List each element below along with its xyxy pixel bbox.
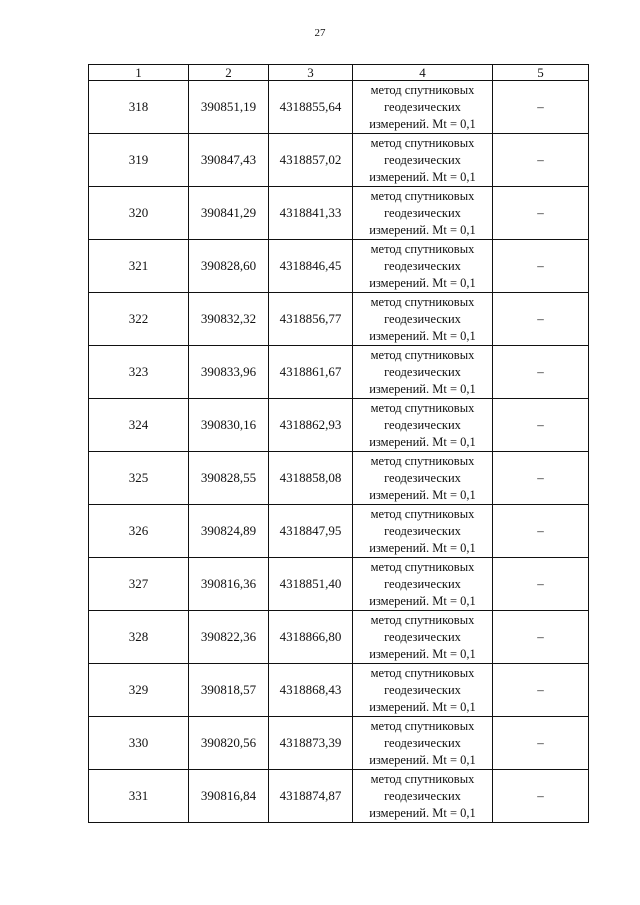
method-cell <box>353 293 493 346</box>
method-cell <box>353 134 493 187</box>
method-cell <box>353 717 493 770</box>
method-cell <box>353 664 493 717</box>
point-number-cell: 325 <box>89 452 189 505</box>
method-text-line: метод спутниковых <box>370 718 475 733</box>
method-cell <box>353 770 493 823</box>
x-coordinate-cell: 390828,55 <box>189 452 269 505</box>
method-cell <box>353 240 493 293</box>
point-number-cell: 331 <box>89 770 189 823</box>
method-text-line: измерений. Mt = 0,1 <box>369 805 476 820</box>
table-row <box>89 452 589 505</box>
method-text-line: геодезических <box>384 470 461 485</box>
x-coordinate-cell: 390820,56 <box>189 717 269 770</box>
x-coordinate-cell: 390822,36 <box>189 611 269 664</box>
note-cell: – <box>493 558 589 611</box>
method-cell <box>353 399 493 452</box>
x-coordinate-cell: 390841,29 <box>189 187 269 240</box>
method-text-line: метод спутниковых <box>370 188 475 203</box>
method-text-line: метод спутниковых <box>370 135 475 150</box>
method-text-line: геодезических <box>384 258 461 273</box>
x-coordinate-cell: 390847,43 <box>189 134 269 187</box>
x-coordinate-cell: 390833,96 <box>189 346 269 399</box>
y-coordinate-cell: 4318855,64 <box>269 81 353 134</box>
method-text-line: геодезических <box>384 99 461 114</box>
method-text-line: метод спутниковых <box>370 506 475 521</box>
method-text-line: измерений. Mt = 0,1 <box>369 116 476 131</box>
x-coordinate-cell: 390828,60 <box>189 240 269 293</box>
x-coordinate-cell: 390816,84 <box>189 770 269 823</box>
y-coordinate-cell: 4318847,95 <box>269 505 353 558</box>
x-coordinate-cell: 390824,89 <box>189 505 269 558</box>
note-cell: – <box>493 611 589 664</box>
method-text-line: измерений. Mt = 0,1 <box>369 169 476 184</box>
table-row <box>89 770 589 823</box>
column-header-4: 4 <box>353 65 493 81</box>
method-text-line: измерений. Mt = 0,1 <box>369 593 476 608</box>
table-row <box>89 399 589 452</box>
y-coordinate-cell: 4318858,08 <box>269 452 353 505</box>
method-cell <box>353 452 493 505</box>
method-text-line: геодезических <box>384 364 461 379</box>
column-header-3: 3 <box>269 65 353 81</box>
table-row <box>89 346 589 399</box>
method-cell <box>353 81 493 134</box>
method-text-line: геодезических <box>384 311 461 326</box>
y-coordinate-cell: 4318873,39 <box>269 717 353 770</box>
point-number-cell: 322 <box>89 293 189 346</box>
method-text-line: метод спутниковых <box>370 294 475 309</box>
table-row <box>89 505 589 558</box>
y-coordinate-cell: 4318868,43 <box>269 664 353 717</box>
method-text-line: измерений. Mt = 0,1 <box>369 328 476 343</box>
page-number: 27 <box>314 27 326 39</box>
table-body <box>89 81 589 823</box>
table-header-row <box>89 65 589 81</box>
column-header-1: 1 <box>89 65 189 81</box>
method-text-line: измерений. Mt = 0,1 <box>369 752 476 767</box>
method-text-line: геодезических <box>384 205 461 220</box>
method-text-line: метод спутниковых <box>370 665 475 680</box>
note-cell: – <box>493 346 589 399</box>
method-text-line: измерений. Mt = 0,1 <box>369 275 476 290</box>
method-text-line: геодезических <box>384 682 461 697</box>
x-coordinate-cell: 390818,57 <box>189 664 269 717</box>
method-text-line: измерений. Mt = 0,1 <box>369 222 476 237</box>
note-cell: – <box>493 293 589 346</box>
note-cell: – <box>493 717 589 770</box>
method-text-line: измерений. Mt = 0,1 <box>369 540 476 555</box>
y-coordinate-cell: 4318861,67 <box>269 346 353 399</box>
method-text-line: метод спутниковых <box>370 771 475 786</box>
point-number-cell: 329 <box>89 664 189 717</box>
y-coordinate-cell: 4318846,45 <box>269 240 353 293</box>
note-cell: – <box>493 770 589 823</box>
note-cell: – <box>493 505 589 558</box>
note-cell: – <box>493 452 589 505</box>
table-row <box>89 240 589 293</box>
method-text-line: метод спутниковых <box>370 347 475 362</box>
method-text-line: измерений. Mt = 0,1 <box>369 487 476 502</box>
table-row <box>89 293 589 346</box>
method-text-line: геодезических <box>384 735 461 750</box>
note-cell: – <box>493 399 589 452</box>
point-number-cell: 323 <box>89 346 189 399</box>
note-cell: – <box>493 134 589 187</box>
x-coordinate-cell: 390851,19 <box>189 81 269 134</box>
y-coordinate-cell: 4318874,87 <box>269 770 353 823</box>
method-text-line: метод спутниковых <box>370 82 475 97</box>
y-coordinate-cell: 4318851,40 <box>269 558 353 611</box>
point-number-cell: 330 <box>89 717 189 770</box>
table-row <box>89 134 589 187</box>
method-text-line: измерений. Mt = 0,1 <box>369 381 476 396</box>
column-header-5: 5 <box>493 65 589 81</box>
column-header-2: 2 <box>189 65 269 81</box>
method-text-line: метод спутниковых <box>370 559 475 574</box>
method-text-line: геодезических <box>384 152 461 167</box>
point-number-cell: 319 <box>89 134 189 187</box>
method-text-line: метод спутниковых <box>370 400 475 415</box>
note-cell: – <box>493 81 589 134</box>
table-row <box>89 187 589 240</box>
method-cell <box>353 346 493 399</box>
y-coordinate-cell: 4318866,80 <box>269 611 353 664</box>
method-cell <box>353 187 493 240</box>
table-row <box>89 717 589 770</box>
table-row <box>89 611 589 664</box>
method-text-line: геодезических <box>384 523 461 538</box>
method-text-line: геодезических <box>384 788 461 803</box>
method-text-line: геодезических <box>384 417 461 432</box>
method-text-line: геодезических <box>384 576 461 591</box>
point-number-cell: 321 <box>89 240 189 293</box>
method-cell <box>353 558 493 611</box>
point-number-cell: 327 <box>89 558 189 611</box>
method-cell <box>353 611 493 664</box>
x-coordinate-cell: 390832,32 <box>189 293 269 346</box>
note-cell: – <box>493 240 589 293</box>
method-text-line: метод спутниковых <box>370 612 475 627</box>
method-text-line: метод спутниковых <box>370 453 475 468</box>
method-text-line: измерений. Mt = 0,1 <box>369 699 476 714</box>
x-coordinate-cell: 390830,16 <box>189 399 269 452</box>
coordinates-table <box>88 64 589 823</box>
y-coordinate-cell: 4318862,93 <box>269 399 353 452</box>
method-text-line: измерений. Mt = 0,1 <box>369 434 476 449</box>
method-cell <box>353 505 493 558</box>
note-cell: – <box>493 664 589 717</box>
point-number-cell: 324 <box>89 399 189 452</box>
y-coordinate-cell: 4318841,33 <box>269 187 353 240</box>
point-number-cell: 328 <box>89 611 189 664</box>
point-number-cell: 326 <box>89 505 189 558</box>
point-number-cell: 320 <box>89 187 189 240</box>
method-text-line: геодезических <box>384 629 461 644</box>
point-number-cell: 318 <box>89 81 189 134</box>
table-row <box>89 81 589 134</box>
y-coordinate-cell: 4318857,02 <box>269 134 353 187</box>
method-text-line: измерений. Mt = 0,1 <box>369 646 476 661</box>
y-coordinate-cell: 4318856,77 <box>269 293 353 346</box>
table-row <box>89 664 589 717</box>
table-row <box>89 558 589 611</box>
x-coordinate-cell: 390816,36 <box>189 558 269 611</box>
note-cell: – <box>493 187 589 240</box>
method-text-line: метод спутниковых <box>370 241 475 256</box>
